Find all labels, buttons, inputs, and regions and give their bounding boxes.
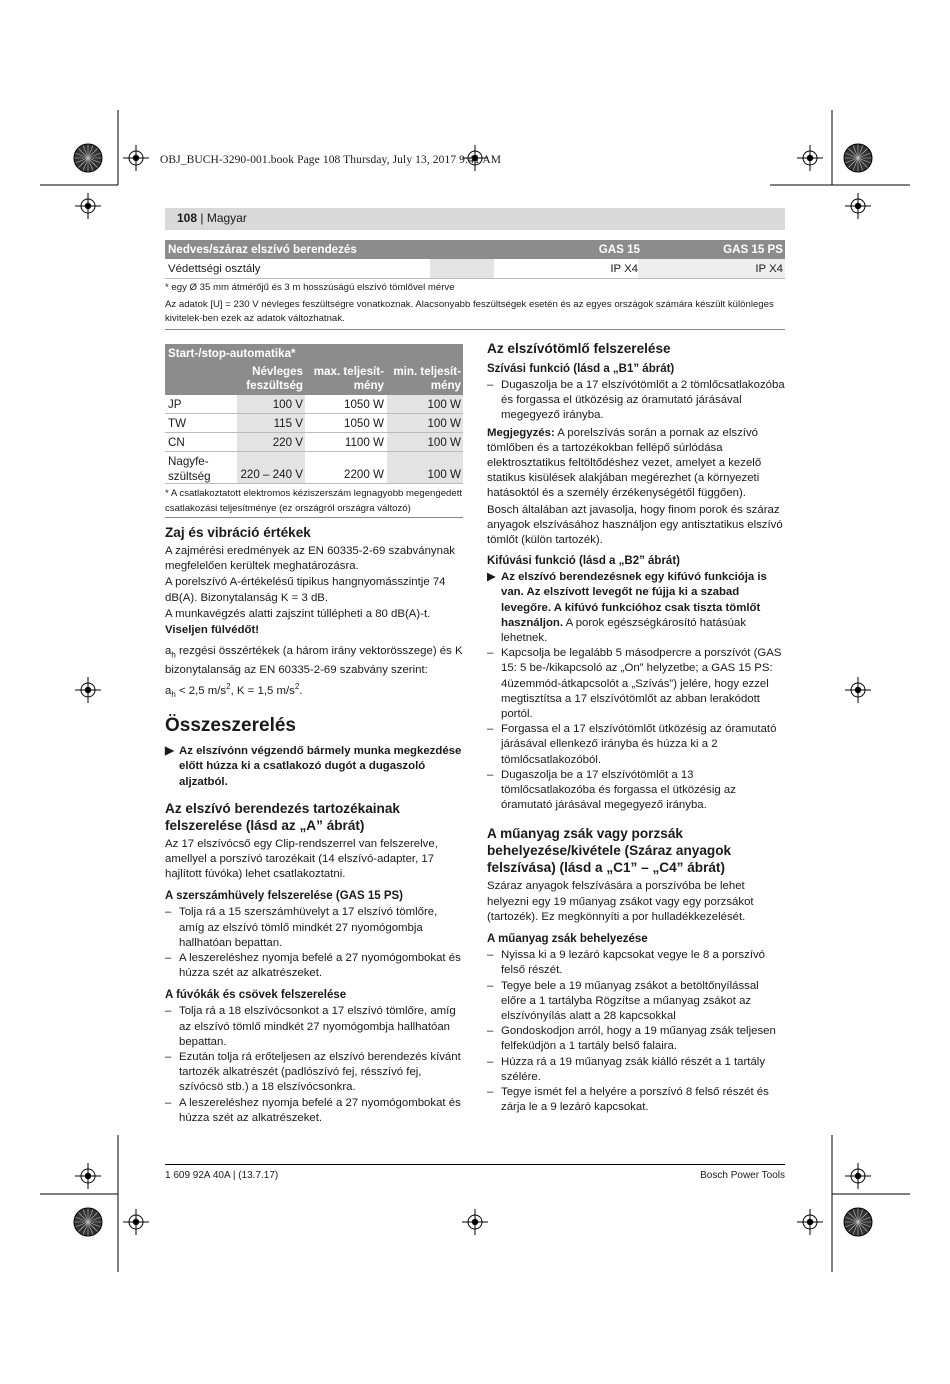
country-cell: TW <box>168 417 187 430</box>
col-min: min. teljesít-mény <box>393 365 461 392</box>
table-row <box>165 414 463 433</box>
list-item: – A leszereléshez nyomja befelé a 27 nyomógombokat és húzza szét az alkatrészeket. <box>165 1096 461 1124</box>
page-number: 108 <box>177 211 198 225</box>
blow-heading: Kifúvási funkció (lásd a „B2” ábrát) <box>487 555 680 568</box>
noise-heading: Zaj és vibráció értékek <box>165 525 311 540</box>
accessories-paragraph: Az 17 elszívócső egy Clip-rendszerrel van felszerelve, amellyel a porszívó tarozékait (14 elszívó-adapter, 17 hajlított fúvóka) lehet csatlakoztatni. <box>165 837 438 881</box>
voltage-cell: 220 V <box>272 436 303 449</box>
startstop-table <box>165 344 463 518</box>
spec-row-label: Védettségi osztály <box>168 263 261 275</box>
country-cell: JP <box>168 398 182 411</box>
list-item: – Nyissa ki a 9 lezáró kapcsokat vegye le 8 a porszívó felső részét. <box>487 949 766 977</box>
table-row <box>165 452 463 484</box>
list-item: – A leszereléshez nyomja befelé a 27 nyomógombokat és húzza szét az alkatrészeket. <box>165 952 461 980</box>
note-paragraph: Megjegyzés: A porelszívás során a pornak az elszívó tömlőben és a tartozékokban fellépő súrlódása elektrosztatikus feltöltődéshez vezet, amelyet a kezelő statikus kisülések alakjában megérezhet (a környezeti hatásoktól és a személy érzékenységétől függően). <box>487 426 762 500</box>
insert-heading: A műanyag zsák behelyezése <box>487 933 648 946</box>
min-cell: 100 W <box>427 417 461 430</box>
max-cell: 1050 W <box>344 417 384 430</box>
col-voltage: Névleges feszültség <box>246 365 303 392</box>
list-item: – Kapcsolja be legalább 5 másodpercre a porszívót (GAS 15: 5 be-/kikapcsoló az „On” helyzetbe; a GAS 15 PS: 4üzemmód-átkapcsolót a „Szívás”) jelére, hogy ezzel megtisztítsa a 17 elszívótömlőt az abban lerakódott portól. <box>487 647 782 721</box>
noise-warning: Viseljen fülvédőt! <box>165 624 260 637</box>
list-item: – Tegye bele a 19 műanyag zsákot a betöltőnyílással előre a 1 tartályba Rögzítse a műanyag zsákot az elszívónyílás alatt a 28 kapcsokkal <box>487 979 759 1022</box>
assembly-warning: ▶ Az elszívónn végzendő bármely munka megkezdése előtt húzza ki a csatlakozó dugót a dugaszoló aljzatból. <box>165 745 462 788</box>
blow-warning: ▶ Az elszívó berendezésnek egy kifúvó funkciója is van. Az elszívott levegőt ne fújja ki a szabad levegőre. A kifúvó funkcióhoz csak tiszta tömlőt használjon. A porok egészségkárosító hatásúak lehetnek. <box>487 571 767 645</box>
triangle-bullet-icon: ▶ <box>165 745 174 758</box>
table-row <box>165 433 463 452</box>
country-cell: CN <box>168 436 185 449</box>
noise-paragraph-1: A zajmérési eredmények az EN 60335-2-69 szabványnak megfelelően kerültek meghatározásra. <box>165 545 455 573</box>
book-info-line: OBJ_BUCH-3290-001.book Page 108 Thursday, July 13, 2017 9:41 AM <box>160 154 502 166</box>
list-item: – Dugaszolja be a 17 elszívótömlőt a 13 tömlőcsatlakozóba és forgassa el ütközésig az óramutató járásával megegyező irányba. <box>487 768 736 812</box>
spec-footnote-voltage: Az adatok [U] = 230 V névleges feszültségre vonatkoznak. Alacsonyabb feszültségek esetén és az egyes országok számára készült különleges kivitelek-ben ezek az adatok változhatnak. <box>165 294 785 330</box>
startstop-footnote: * A csatlakoztatott elektromos kéziszerszám legnagyobb megengedett csatlakozási teljesítménye (ez országról országra változó) <box>165 484 463 518</box>
col-max: max. teljesít-mény <box>313 365 384 392</box>
list-item: – Tegye ismét fel a helyére a porszívó 8 felső részét és zárja le a 9 lezáró kapcsokat. <box>487 1085 769 1114</box>
startstop-table-title: Start-/stop-automatika* <box>165 344 463 363</box>
list-item: – Tolja rá a 18 elszívócsonkot a 17 elszívó tömlőre, amíg az elszívó tömlő mindkét 27 nyomógombja hallhatóan bepattan. <box>165 1005 456 1048</box>
left-column <box>165 344 463 1126</box>
noise-paragraph-2: A porelszívó A-értékelésű tipikus hangnyomásszintje 74 dB(A). Bizonytalanság K = 3 dB. <box>165 576 446 604</box>
nozzle-heading: A fúvókák és csövek felszerelése <box>165 989 347 1002</box>
footer-rule <box>165 1164 785 1165</box>
max-cell: 1050 W <box>344 398 384 411</box>
list-item: – Dugaszolja be a 17 elszívótömlőt a 2 tömlőcsatlakozóba és forgassa el ütközésig az óramutató járásával megegyező irányba. <box>487 379 785 422</box>
list-item: – Húzza rá a 19 műanyag zsák kiálló részét a 1 tartály szélére. <box>487 1055 766 1083</box>
country-cell: Nagyfe-szültség <box>168 455 211 483</box>
min-cell: 100 W <box>427 468 461 481</box>
voltage-cell: 115 V <box>273 417 303 430</box>
spec-table <box>165 240 785 330</box>
vibration-paragraph: $a_h$ rezgési összértékek (a három irány vektorösszege) és K bizonytalanság az EN 60335-2-69 szabvány szerint: <box>165 645 463 676</box>
spec-table-title: Nedves/száraz elszívó berendezés <box>168 243 357 256</box>
max-cell: 1100 W <box>344 436 384 449</box>
list-item: – Tolja rá a 15 szerszámhüvelyt a 17 elszívó tömlőre, amíg az elszívó tömlő mindkét 27 nyomógombja hallhatóan bepattan. <box>165 906 438 949</box>
bag-paragraph: Száraz anyagok felszívására a porszívóba be lehet helyezni egy 19 műanyag zsákot vagy egy porzsákot (tartozék). Ez megkönnyíti a por hulladékkezelését. <box>487 880 754 923</box>
voltage-cell: 100 V <box>272 398 303 411</box>
max-cell: 2200 W <box>344 468 384 481</box>
list-item: – Gondoskodjon arról, hogy a 19 műanyag zsák teljesen felfeküdjön a 1 tartály belső falaira. <box>487 1025 776 1053</box>
hose-heading: Az elszívótömlő felszerelése <box>487 341 671 356</box>
tool-sleeve-heading: A szerszámhüvely felszerelése (GAS 15 PS) <box>165 890 403 903</box>
noise-paragraph-3: A munkavégzés alatti zajszint túllépheti a 80 dB(A)-t. <box>165 607 431 620</box>
bag-heading: A műanyag zsák vagy porzsák behelyezése/kivétele (Száraz anyagok felszívása) (lásd a „C1” – „C4” ábrát) <box>487 826 732 876</box>
voltage-cell: 220 – 240 V <box>240 468 303 481</box>
spec-footnote: * egy Ø 35 mm átmérőjű és 3 m hosszúságú elszívó tömlővel mérve <box>165 282 455 293</box>
right-column <box>487 340 785 1115</box>
vibration-values: $a_h < 2,5$ $m/s^2$, K = 1,5 $m/s^2$. <box>165 681 303 699</box>
footer-brand: Bosch Power Tools <box>700 1170 785 1181</box>
spec-col-gas15ps: GAS 15 PS <box>723 243 783 256</box>
triangle-bullet-icon: ▶ <box>487 571 496 584</box>
suction-heading: Szívási funkció (lásd a „B1” ábrát) <box>487 363 675 375</box>
list-item: – Ezután tolja rá erőteljesen az elszívó berendezés kívánt tartozék alkatrészét (padlószívó fej, résszívó fej, szívócsö stb.) a 18 elszívócsonkra. <box>165 1051 461 1094</box>
list-item: – Forgassa el a 17 elszívótömlőt ütközésig az óramutató járásával ellenkező irányba és húzza ki a 2 tömlőcsatlakozóból. <box>487 723 777 766</box>
page-header: 108 | Magyar <box>165 208 785 230</box>
min-cell: 100 W <box>427 436 461 449</box>
language-label: Magyar <box>206 211 247 225</box>
min-cell: 100 W <box>427 398 461 411</box>
table-row <box>165 259 785 279</box>
table-row <box>165 395 463 414</box>
spec-row-v2: IP X4 <box>755 263 783 275</box>
bosch-note: Bosch általában azt javasolja, hogy finom porok és száraz anyagok elszívásához használjon egy antisztatikus elszívó tömlőt (külön tartozék). <box>487 503 783 547</box>
assembly-heading: Összeszerelés <box>165 715 296 737</box>
spec-col-gas15: GAS 15 <box>598 243 640 256</box>
footer-doc-number: 1 609 92A 40A | (13.7.17) <box>165 1170 279 1181</box>
accessories-heading: Az elszívó berendezés tartozékainak felszerelése (lásd az „A” ábrát) <box>165 800 400 833</box>
spec-row-v1: IP X4 <box>610 263 638 275</box>
